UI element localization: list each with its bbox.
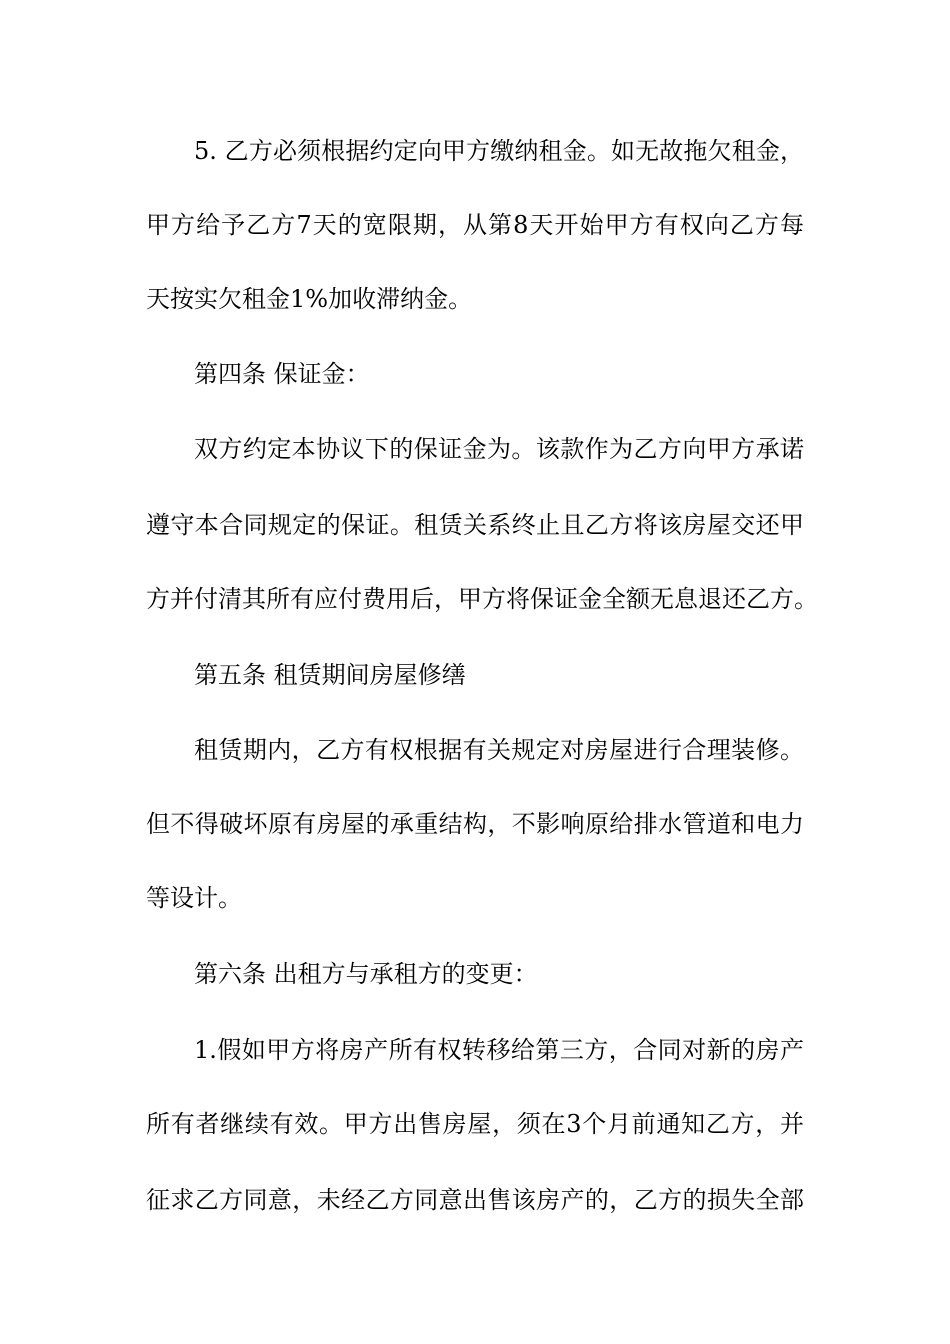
paragraph-repair-line-2: 但不得破坏原有房屋的承重结构，不影响原给排水管道和电力	[146, 810, 804, 838]
paragraph-repair-line-3: 等设计。	[146, 884, 242, 912]
paragraph-change-line-3: 征求乙方同意，未经乙方同意出售该房产的，乙方的损失全部	[146, 1186, 804, 1214]
article-5-heading: 第五条 租赁期间房屋修缮	[194, 661, 466, 689]
article-4-heading: 第四条 保证金：	[194, 360, 370, 388]
paragraph-deposit-line-3: 方并付清其所有应付费用后，甲方将保证金全额无息退还乙方。	[146, 585, 818, 613]
paragraph-deposit-line-1: 双方约定本协议下的保证金为。该款作为乙方向甲方承诺	[194, 435, 804, 463]
paragraph-repair-line-1: 租赁期内，乙方有权根据有关规定对房屋进行合理装修。	[194, 736, 804, 764]
article-6-heading: 第六条 出租方与承租方的变更：	[194, 960, 538, 988]
paragraph-rent-payment-line-3: 天按实欠租金1%加收滞纳金。	[146, 285, 473, 313]
paragraph-change-line-2: 所有者继续有效。甲方出售房屋，须在3个月前通知乙方，并	[146, 1110, 804, 1138]
paragraph-deposit-line-2: 遵守本合同规定的保证。租赁关系终止且乙方将该房屋交还甲	[146, 511, 804, 539]
paragraph-rent-payment-line-1: 5. 乙方必须根据约定向甲方缴纳租金。如无故拖欠租金，	[194, 137, 804, 165]
paragraph-change-line-1: 1.假如甲方将房产所有权转移给第三方，合同对新的房产	[194, 1036, 804, 1064]
paragraph-rent-payment-line-2: 甲方给予乙方7天的宽限期，从第8天开始甲方有权向乙方每	[146, 211, 804, 239]
